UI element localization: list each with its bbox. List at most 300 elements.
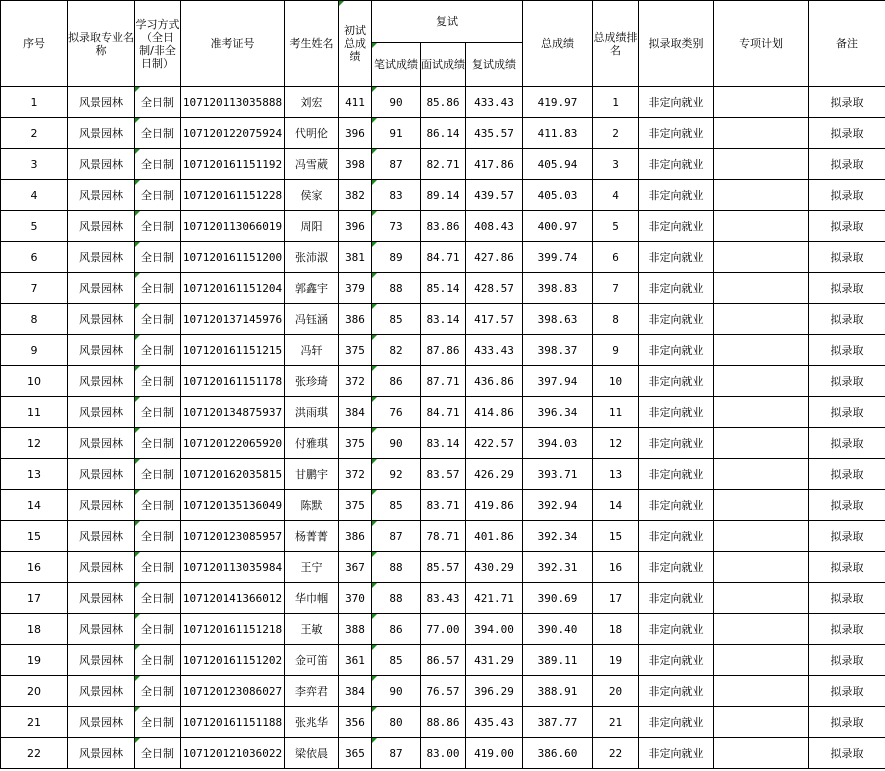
table-row — [1, 428, 885, 459]
cell-written: 87 — [372, 149, 421, 180]
cell-retest-total: 433.43 — [466, 87, 523, 118]
cell-interview: 83.86 — [421, 211, 466, 242]
cell-seq: 20 — [1, 676, 68, 707]
cell-remark: 拟录取 — [809, 428, 885, 459]
cell-name: 陈默 — [285, 490, 339, 521]
cell-category: 非定向就业 — [639, 738, 714, 769]
cell-special — [714, 428, 809, 459]
cell-name: 甘鹏宇 — [285, 459, 339, 490]
cell-mode: 全日制 — [135, 273, 181, 304]
cell-mode: 全日制 — [135, 149, 181, 180]
cell-interview: 86.57 — [421, 645, 466, 676]
cell-category: 非定向就业 — [639, 490, 714, 521]
cell-category: 非定向就业 — [639, 87, 714, 118]
col-header-written: 笔试成绩 — [372, 43, 421, 87]
cell-mode: 全日制 — [135, 583, 181, 614]
col-header-interview: 面试成绩 — [421, 43, 466, 87]
cell-exam-id: 107120137145976 — [181, 304, 285, 335]
table-row — [1, 738, 885, 769]
cell-written: 86 — [372, 366, 421, 397]
cell-retest-total: 433.43 — [466, 335, 523, 366]
header-row — [1, 1, 885, 43]
cell-interview: 85.57 — [421, 552, 466, 583]
cell-rank: 19 — [593, 645, 639, 676]
cell-retest-total: 414.86 — [466, 397, 523, 428]
cell-total: 396.34 — [523, 397, 593, 428]
cell-retest-total: 396.29 — [466, 676, 523, 707]
cell-exam-id: 107120162035815 — [181, 459, 285, 490]
cell-rank: 6 — [593, 242, 639, 273]
cell-special — [714, 738, 809, 769]
cell-exam-id: 107120113066019 — [181, 211, 285, 242]
cell-retest-total: 401.86 — [466, 521, 523, 552]
cell-category: 非定向就业 — [639, 583, 714, 614]
cell-total: 419.97 — [523, 87, 593, 118]
cell-written: 87 — [372, 738, 421, 769]
cell-retest-total: 439.57 — [466, 180, 523, 211]
cell-prelim: 384 — [339, 397, 372, 428]
cell-rank: 4 — [593, 180, 639, 211]
cell-written: 90 — [372, 428, 421, 459]
cell-written: 85 — [372, 490, 421, 521]
cell-seq: 13 — [1, 459, 68, 490]
cell-remark: 拟录取 — [809, 676, 885, 707]
cell-seq: 9 — [1, 335, 68, 366]
cell-major: 风景园林 — [68, 118, 135, 149]
col-header-name: 考生姓名 — [285, 1, 339, 87]
cell-written: 89 — [372, 242, 421, 273]
cell-interview: 87.86 — [421, 335, 466, 366]
cell-major: 风景园林 — [68, 645, 135, 676]
cell-mode: 全日制 — [135, 645, 181, 676]
cell-prelim: 396 — [339, 118, 372, 149]
cell-name: 金可笛 — [285, 645, 339, 676]
col-header-prelim: 初试总成绩 — [339, 1, 372, 87]
cell-prelim: 386 — [339, 304, 372, 335]
cell-exam-id: 107120113035984 — [181, 552, 285, 583]
cell-retest-total: 431.29 — [466, 645, 523, 676]
cell-retest-total: 419.00 — [466, 738, 523, 769]
table-row — [1, 118, 885, 149]
cell-major: 风景园林 — [68, 149, 135, 180]
cell-total: 393.71 — [523, 459, 593, 490]
cell-category: 非定向就业 — [639, 118, 714, 149]
cell-mode: 全日制 — [135, 614, 181, 645]
cell-name: 冯钰涵 — [285, 304, 339, 335]
cell-category: 非定向就业 — [639, 304, 714, 335]
table-row — [1, 242, 885, 273]
table-row — [1, 273, 885, 304]
cell-retest-total: 408.43 — [466, 211, 523, 242]
cell-interview: 83.00 — [421, 738, 466, 769]
table-row — [1, 490, 885, 521]
table-body — [1, 87, 885, 769]
cell-major: 风景园林 — [68, 707, 135, 738]
table-row — [1, 304, 885, 335]
cell-major: 风景园林 — [68, 180, 135, 211]
cell-name: 洪雨琪 — [285, 397, 339, 428]
cell-rank: 16 — [593, 552, 639, 583]
cell-interview: 89.14 — [421, 180, 466, 211]
table-row — [1, 583, 885, 614]
cell-prelim: 375 — [339, 428, 372, 459]
cell-remark: 拟录取 — [809, 180, 885, 211]
cell-total: 386.60 — [523, 738, 593, 769]
cell-rank: 1 — [593, 87, 639, 118]
cell-written: 83 — [372, 180, 421, 211]
cell-category: 非定向就业 — [639, 335, 714, 366]
cell-mode: 全日制 — [135, 459, 181, 490]
cell-prelim: 384 — [339, 676, 372, 707]
cell-remark: 拟录取 — [809, 242, 885, 273]
cell-exam-id: 107120113035888 — [181, 87, 285, 118]
cell-retest-total: 435.57 — [466, 118, 523, 149]
cell-rank: 12 — [593, 428, 639, 459]
cell-written: 73 — [372, 211, 421, 242]
cell-total: 387.77 — [523, 707, 593, 738]
cell-mode: 全日制 — [135, 521, 181, 552]
cell-category: 非定向就业 — [639, 459, 714, 490]
cell-prelim: 379 — [339, 273, 372, 304]
cell-interview: 87.71 — [421, 366, 466, 397]
cell-name: 张兆华 — [285, 707, 339, 738]
cell-name: 梁依晨 — [285, 738, 339, 769]
col-header-exam-id: 准考证号 — [181, 1, 285, 87]
cell-major: 风景园林 — [68, 459, 135, 490]
cell-special — [714, 583, 809, 614]
cell-remark: 拟录取 — [809, 335, 885, 366]
cell-prelim: 361 — [339, 645, 372, 676]
cell-prelim: 372 — [339, 459, 372, 490]
cell-prelim: 367 — [339, 552, 372, 583]
cell-written: 88 — [372, 583, 421, 614]
cell-exam-id: 107120123086027 — [181, 676, 285, 707]
cell-rank: 7 — [593, 273, 639, 304]
cell-name: 张珍琦 — [285, 366, 339, 397]
cell-category: 非定向就业 — [639, 614, 714, 645]
cell-exam-id: 107120134875937 — [181, 397, 285, 428]
cell-total: 389.11 — [523, 645, 593, 676]
cell-total: 392.31 — [523, 552, 593, 583]
cell-mode: 全日制 — [135, 242, 181, 273]
cell-written: 85 — [372, 304, 421, 335]
cell-category: 非定向就业 — [639, 552, 714, 583]
cell-seq: 6 — [1, 242, 68, 273]
cell-exam-id: 107120161151228 — [181, 180, 285, 211]
cell-written: 92 — [372, 459, 421, 490]
cell-seq: 7 — [1, 273, 68, 304]
table-row — [1, 397, 885, 428]
cell-remark: 拟录取 — [809, 707, 885, 738]
cell-exam-id: 107120121036022 — [181, 738, 285, 769]
cell-written: 88 — [372, 273, 421, 304]
cell-name: 王宁 — [285, 552, 339, 583]
cell-remark: 拟录取 — [809, 521, 885, 552]
cell-name: 杨菁菁 — [285, 521, 339, 552]
cell-category: 非定向就业 — [639, 397, 714, 428]
cell-total: 400.97 — [523, 211, 593, 242]
cell-prelim: 370 — [339, 583, 372, 614]
cell-special — [714, 149, 809, 180]
cell-seq: 18 — [1, 614, 68, 645]
cell-exam-id: 107120122065920 — [181, 428, 285, 459]
cell-name: 李弈君 — [285, 676, 339, 707]
cell-rank: 2 — [593, 118, 639, 149]
cell-special — [714, 304, 809, 335]
cell-special — [714, 521, 809, 552]
cell-seq: 11 — [1, 397, 68, 428]
cell-major: 风景园林 — [68, 242, 135, 273]
cell-remark: 拟录取 — [809, 645, 885, 676]
cell-seq: 16 — [1, 552, 68, 583]
cell-special — [714, 118, 809, 149]
cell-seq: 8 — [1, 304, 68, 335]
cell-rank: 22 — [593, 738, 639, 769]
cell-remark: 拟录取 — [809, 738, 885, 769]
cell-special — [714, 273, 809, 304]
cell-remark: 拟录取 — [809, 366, 885, 397]
cell-written: 88 — [372, 552, 421, 583]
cell-prelim: 388 — [339, 614, 372, 645]
cell-interview: 83.14 — [421, 428, 466, 459]
col-header-total: 总成绩 — [523, 1, 593, 87]
cell-special — [714, 211, 809, 242]
cell-rank: 11 — [593, 397, 639, 428]
cell-retest-total: 394.00 — [466, 614, 523, 645]
cell-exam-id: 107120161151178 — [181, 366, 285, 397]
cell-category: 非定向就业 — [639, 211, 714, 242]
cell-interview: 76.57 — [421, 676, 466, 707]
cell-category: 非定向就业 — [639, 273, 714, 304]
cell-interview: 85.86 — [421, 87, 466, 118]
cell-retest-total: 427.86 — [466, 242, 523, 273]
cell-major: 风景园林 — [68, 521, 135, 552]
cell-seq: 3 — [1, 149, 68, 180]
cell-remark: 拟录取 — [809, 273, 885, 304]
table-row — [1, 645, 885, 676]
cell-written: 80 — [372, 707, 421, 738]
cell-exam-id: 107120161151215 — [181, 335, 285, 366]
cell-total: 398.83 — [523, 273, 593, 304]
cell-special — [714, 707, 809, 738]
cell-remark: 拟录取 — [809, 459, 885, 490]
cell-name: 郭鑫宇 — [285, 273, 339, 304]
cell-total: 392.94 — [523, 490, 593, 521]
cell-major: 风景园林 — [68, 273, 135, 304]
cell-special — [714, 614, 809, 645]
cell-mode: 全日制 — [135, 552, 181, 583]
cell-total: 398.37 — [523, 335, 593, 366]
cell-prelim: 396 — [339, 211, 372, 242]
cell-exam-id: 107120141366012 — [181, 583, 285, 614]
table-row — [1, 335, 885, 366]
cell-rank: 8 — [593, 304, 639, 335]
cell-total: 405.94 — [523, 149, 593, 180]
cell-category: 非定向就业 — [639, 428, 714, 459]
cell-seq: 22 — [1, 738, 68, 769]
table-row — [1, 366, 885, 397]
cell-special — [714, 645, 809, 676]
cell-written: 76 — [372, 397, 421, 428]
cell-interview: 83.71 — [421, 490, 466, 521]
cell-mode: 全日制 — [135, 676, 181, 707]
cell-total: 397.94 — [523, 366, 593, 397]
cell-retest-total: 430.29 — [466, 552, 523, 583]
cell-prelim: 356 — [339, 707, 372, 738]
cell-mode: 全日制 — [135, 366, 181, 397]
cell-written: 87 — [372, 521, 421, 552]
cell-name: 侯家 — [285, 180, 339, 211]
cell-written: 82 — [372, 335, 421, 366]
cell-retest-total: 422.57 — [466, 428, 523, 459]
cell-special — [714, 242, 809, 273]
cell-major: 风景园林 — [68, 676, 135, 707]
cell-prelim: 372 — [339, 366, 372, 397]
cell-interview: 83.43 — [421, 583, 466, 614]
cell-category: 非定向就业 — [639, 366, 714, 397]
table-row — [1, 614, 885, 645]
cell-total: 394.03 — [523, 428, 593, 459]
cell-exam-id: 107120123085957 — [181, 521, 285, 552]
cell-mode: 全日制 — [135, 738, 181, 769]
cell-mode: 全日制 — [135, 211, 181, 242]
cell-exam-id: 107120161151218 — [181, 614, 285, 645]
cell-remark: 拟录取 — [809, 397, 885, 428]
cell-retest-total: 426.29 — [466, 459, 523, 490]
col-header-retest-total: 复试成绩 — [466, 43, 523, 87]
cell-total: 398.63 — [523, 304, 593, 335]
cell-interview: 86.14 — [421, 118, 466, 149]
cell-major: 风景园林 — [68, 366, 135, 397]
cell-category: 非定向就业 — [639, 645, 714, 676]
cell-seq: 5 — [1, 211, 68, 242]
cell-exam-id: 107120122075924 — [181, 118, 285, 149]
cell-total: 399.74 — [523, 242, 593, 273]
cell-category: 非定向就业 — [639, 180, 714, 211]
cell-seq: 12 — [1, 428, 68, 459]
cell-major: 风景园林 — [68, 738, 135, 769]
cell-rank: 18 — [593, 614, 639, 645]
col-header-seq: 序号 — [1, 1, 68, 87]
table-row — [1, 180, 885, 211]
cell-name: 代明伦 — [285, 118, 339, 149]
cell-retest-total: 419.86 — [466, 490, 523, 521]
cell-mode: 全日制 — [135, 180, 181, 211]
cell-interview: 78.71 — [421, 521, 466, 552]
cell-major: 风景园林 — [68, 428, 135, 459]
cell-name: 张沛淑 — [285, 242, 339, 273]
cell-remark: 拟录取 — [809, 211, 885, 242]
cell-exam-id: 107120161151204 — [181, 273, 285, 304]
cell-mode: 全日制 — [135, 428, 181, 459]
cell-category: 非定向就业 — [639, 676, 714, 707]
cell-rank: 3 — [593, 149, 639, 180]
cell-prelim: 375 — [339, 335, 372, 366]
table-row — [1, 211, 885, 242]
cell-special — [714, 366, 809, 397]
cell-name: 周阳 — [285, 211, 339, 242]
cell-seq: 19 — [1, 645, 68, 676]
cell-seq: 15 — [1, 521, 68, 552]
cell-special — [714, 676, 809, 707]
col-header-special: 专项计划 — [714, 1, 809, 87]
cell-prelim: 381 — [339, 242, 372, 273]
cell-retest-total: 421.71 — [466, 583, 523, 614]
cell-total: 392.34 — [523, 521, 593, 552]
cell-retest-total: 417.57 — [466, 304, 523, 335]
cell-major: 风景园林 — [68, 614, 135, 645]
cell-seq: 21 — [1, 707, 68, 738]
cell-interview: 84.71 — [421, 242, 466, 273]
cell-remark: 拟录取 — [809, 552, 885, 583]
cell-mode: 全日制 — [135, 118, 181, 149]
cell-seq: 10 — [1, 366, 68, 397]
cell-category: 非定向就业 — [639, 521, 714, 552]
table-row — [1, 676, 885, 707]
cell-major: 风景园林 — [68, 87, 135, 118]
cell-special — [714, 180, 809, 211]
cell-total: 405.03 — [523, 180, 593, 211]
table-row — [1, 521, 885, 552]
cell-major: 风景园林 — [68, 304, 135, 335]
cell-rank: 5 — [593, 211, 639, 242]
cell-mode: 全日制 — [135, 335, 181, 366]
cell-rank: 14 — [593, 490, 639, 521]
cell-rank: 20 — [593, 676, 639, 707]
cell-rank: 21 — [593, 707, 639, 738]
cell-category: 非定向就业 — [639, 149, 714, 180]
cell-rank: 10 — [593, 366, 639, 397]
cell-written: 91 — [372, 118, 421, 149]
cell-rank: 15 — [593, 521, 639, 552]
col-header-remark: 备注 — [809, 1, 885, 87]
cell-prelim: 365 — [339, 738, 372, 769]
cell-total: 411.83 — [523, 118, 593, 149]
cell-interview: 82.71 — [421, 149, 466, 180]
cell-name: 付雅琪 — [285, 428, 339, 459]
cell-prelim: 411 — [339, 87, 372, 118]
cell-mode: 全日制 — [135, 397, 181, 428]
table-row — [1, 87, 885, 118]
cell-seq: 17 — [1, 583, 68, 614]
cell-written: 85 — [372, 645, 421, 676]
cell-written: 90 — [372, 676, 421, 707]
cell-prelim: 398 — [339, 149, 372, 180]
cell-interview: 83.14 — [421, 304, 466, 335]
cell-special — [714, 490, 809, 521]
cell-written: 90 — [372, 87, 421, 118]
cell-total: 390.69 — [523, 583, 593, 614]
cell-major: 风景园林 — [68, 490, 135, 521]
cell-name: 冯雪葳 — [285, 149, 339, 180]
cell-remark: 拟录取 — [809, 118, 885, 149]
cell-special — [714, 87, 809, 118]
cell-special — [714, 552, 809, 583]
cell-major: 风景园林 — [68, 552, 135, 583]
cell-retest-total: 417.86 — [466, 149, 523, 180]
cell-remark: 拟录取 — [809, 304, 885, 335]
table-row — [1, 552, 885, 583]
cell-exam-id: 107120161151202 — [181, 645, 285, 676]
cell-interview: 77.00 — [421, 614, 466, 645]
cell-major: 风景园林 — [68, 335, 135, 366]
cell-exam-id: 107120161151192 — [181, 149, 285, 180]
cell-major: 风景园林 — [68, 397, 135, 428]
cell-name: 王敏 — [285, 614, 339, 645]
cell-seq: 2 — [1, 118, 68, 149]
cell-category: 非定向就业 — [639, 707, 714, 738]
cell-major: 风景园林 — [68, 211, 135, 242]
